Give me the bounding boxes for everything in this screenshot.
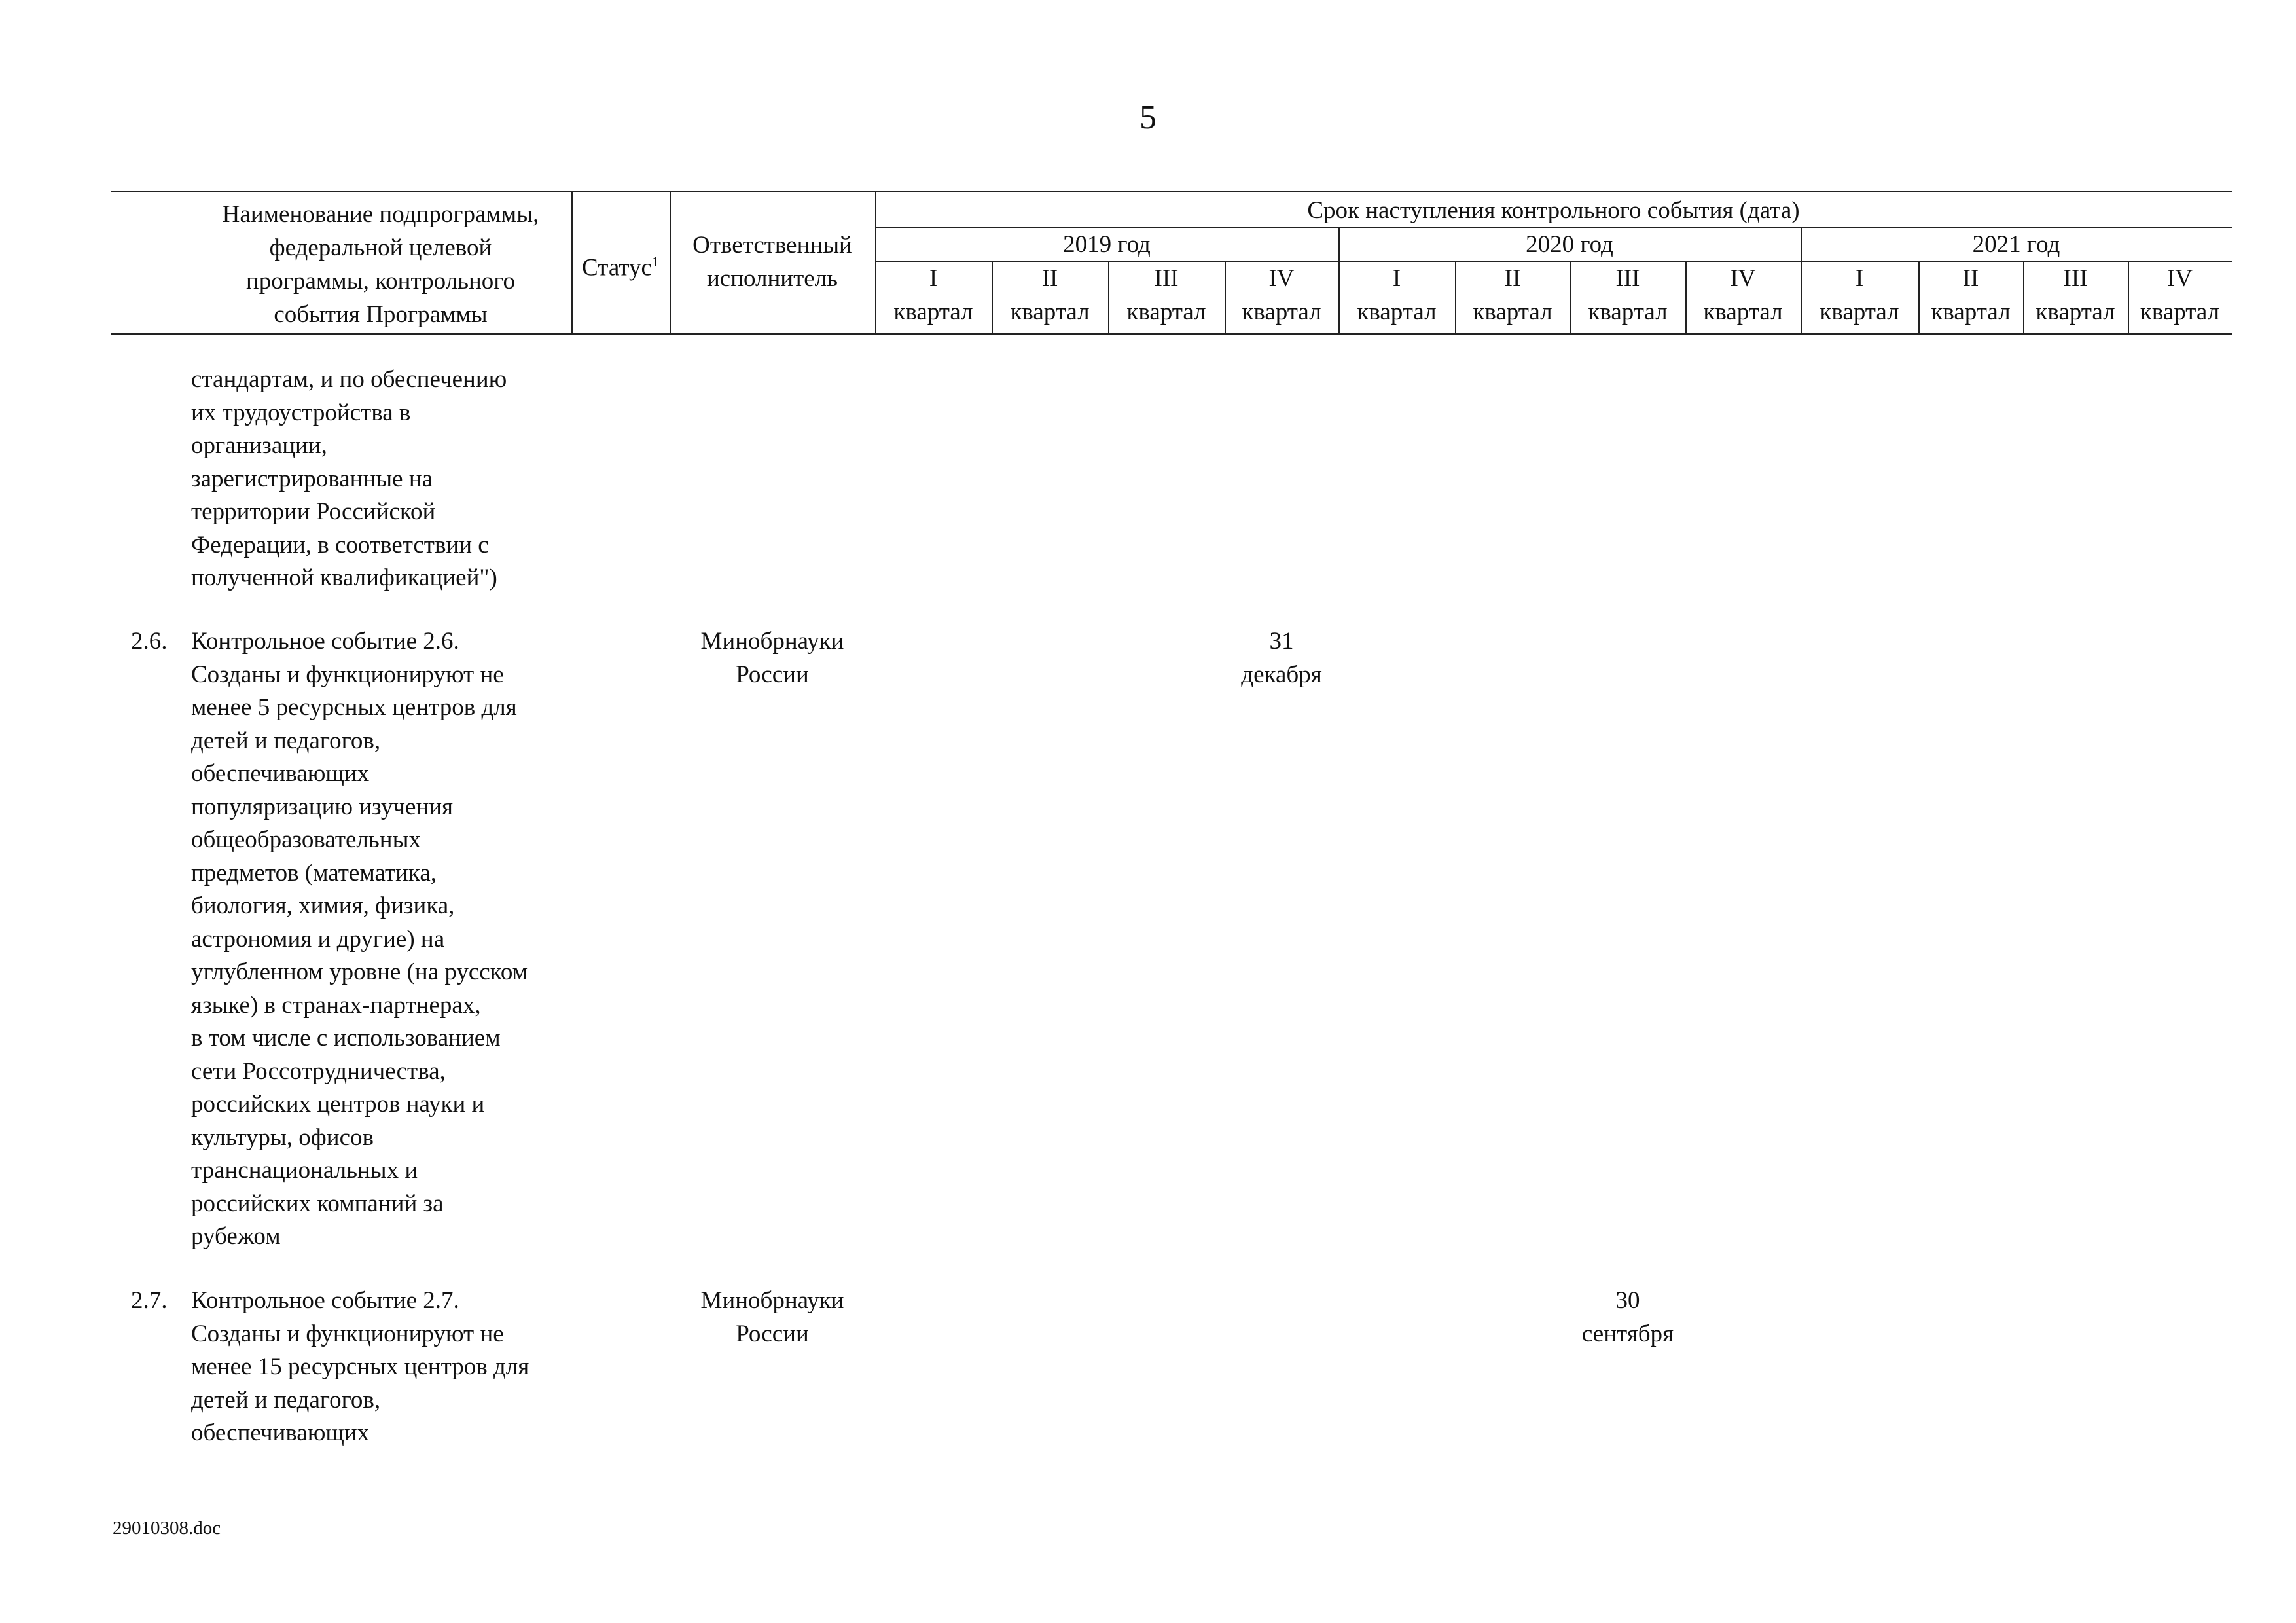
quarter-header: IV квартал — [1242, 265, 1321, 325]
header-status-footnote: 1 — [651, 253, 659, 270]
quarter-header: I квартал — [1357, 265, 1437, 325]
row-executor: Минобрнауки России — [700, 1287, 844, 1347]
row-number: 2.7. — [131, 1287, 168, 1314]
quarter-header: II квартал — [1931, 265, 2011, 325]
header-year-2020: 2020 год — [1526, 231, 1613, 258]
row-executor: Минобрнауки России — [700, 628, 844, 688]
table-header — [111, 191, 2232, 335]
row-name: стандартам, и по обеспечению их трудоустройства в организации, зарегистрированные на территории Российской Федерации, в соответствии с полученной квалификацией") — [191, 366, 507, 591]
header-status-label: Статус — [582, 254, 652, 282]
quarter-header: I квартал — [893, 265, 973, 325]
header-deadline: Срок наступления контрольного события (дата) — [1307, 197, 1800, 224]
quarter-header: II квартал — [1473, 265, 1552, 325]
quarter-header: IV квартал — [2140, 265, 2220, 325]
quarter-header: III квартал — [1126, 265, 1206, 325]
footer-doc-id: 29010308.doc — [113, 1518, 221, 1539]
quarter-header: III квартал — [1588, 265, 1668, 325]
quarter-header: IV квартал — [1703, 265, 1783, 325]
page-number: 5 — [1139, 99, 1157, 136]
header-executor: Ответственный исполнитель — [692, 232, 852, 292]
quarter-header: III квартал — [2036, 265, 2115, 325]
row-number: 2.6. — [131, 628, 168, 655]
row-name: Контрольное событие 2.6. Созданы и функционируют не менее 5 ресурсных центров для детей и педагогов, обеспечивающих популяризацию изучения общеобразовательных предметов (математика, биология, химия, физика, астрономия и другие) на углубленном уровне (на русском языке) в странах-партнерах, в том числе с использованием сети Россотрудничества, российских центров науки и культуры, офисов транснациональных и российских компаний за рубежом — [191, 628, 528, 1250]
quarter-header: II квартал — [1010, 265, 1090, 325]
row-date: 31 декабря — [1241, 628, 1322, 688]
row-name: Контрольное событие 2.7. Созданы и функционируют не менее 15 ресурсных центров для детей и педагогов, обеспечивающих — [191, 1287, 529, 1446]
header-name: Наименование подпрограммы, федеральной целевой программы, контрольного события Программы — [222, 201, 539, 328]
header-year-2019: 2019 год — [1063, 231, 1151, 258]
header-status — [571, 245, 670, 284]
header-year-2021: 2021 год — [1972, 231, 2060, 258]
row-date: 30 сентября — [1581, 1287, 1674, 1347]
quarter-header: I квартал — [1820, 265, 1899, 325]
